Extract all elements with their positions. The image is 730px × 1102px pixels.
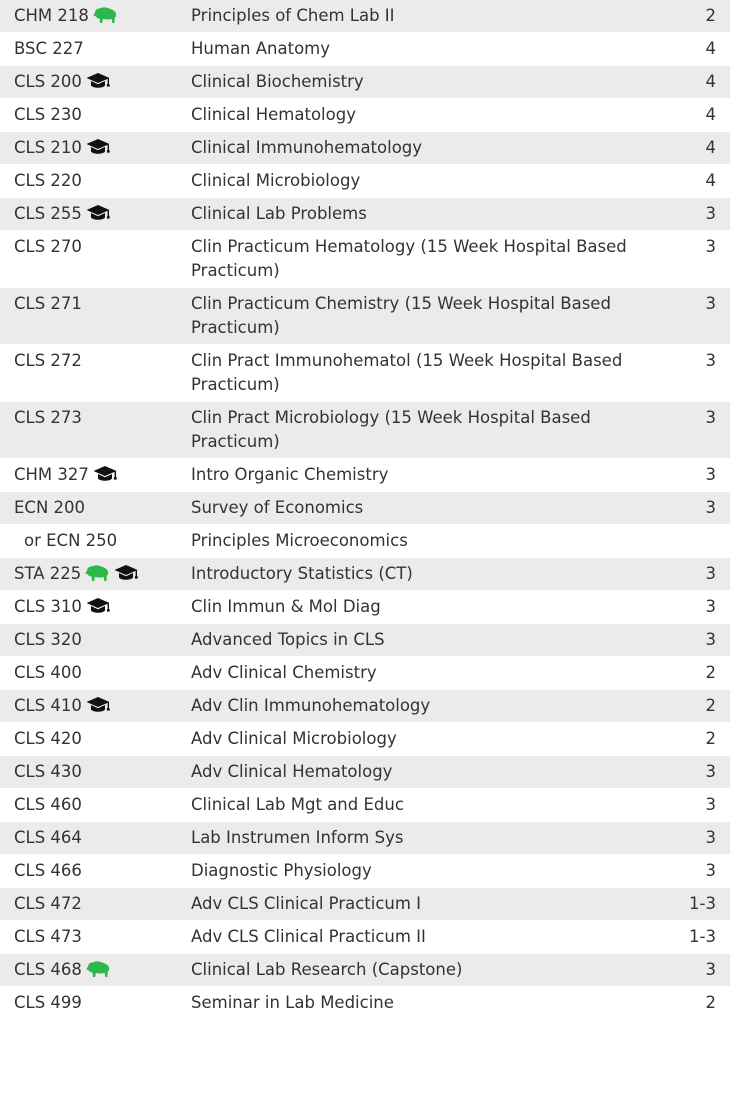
course-hours-cell [684, 132, 730, 165]
course-hours: 3 [705, 597, 716, 616]
course-code-cell [0, 624, 176, 657]
course-code-cell [0, 657, 176, 690]
course-code-cell [0, 0, 176, 33]
course-code[interactable]: CLS 472 [14, 894, 82, 913]
course-code-cell [0, 954, 176, 987]
course-code-cell [0, 345, 176, 402]
course-title: Principles Microeconomics [191, 531, 408, 550]
course-code[interactable]: CHM 327 [14, 465, 89, 484]
course-row [0, 987, 730, 1020]
course-code-cell [0, 492, 176, 525]
course-code-cell [0, 888, 176, 921]
course-hours-cell [684, 921, 730, 954]
course-code[interactable]: CLS 200 [14, 72, 82, 91]
course-code[interactable]: CLS 400 [14, 663, 82, 682]
course-code[interactable]: CLS 210 [14, 138, 82, 157]
course-title: Seminar in Lab Medicine [191, 993, 394, 1012]
graduation-cap-icon [93, 465, 117, 483]
course-title-cell [176, 690, 684, 723]
course-title: Adv CLS Clinical Practicum II [191, 927, 426, 946]
course-hours: 3 [705, 960, 716, 979]
course-row [0, 132, 730, 165]
course-title: Clin Immun & Mol Diag [191, 597, 381, 616]
course-row [0, 888, 730, 921]
course-row [0, 231, 730, 288]
course-row [0, 822, 730, 855]
course-title: Clinical Lab Research (Capstone) [191, 960, 463, 979]
course-code-cell [0, 789, 176, 822]
course-row [0, 789, 730, 822]
course-hours: 4 [705, 105, 716, 124]
course-title: Diagnostic Physiology [191, 861, 372, 880]
course-row [0, 591, 730, 624]
course-hours: 4 [705, 72, 716, 91]
course-hours-cell [684, 492, 730, 525]
course-hours: 2 [705, 663, 716, 682]
course-row [0, 954, 730, 987]
course-hours-cell [684, 198, 730, 231]
course-hours-cell [684, 33, 730, 66]
course-hours: 3 [705, 828, 716, 847]
course-code-cell [0, 690, 176, 723]
course-code[interactable]: CLS 270 [14, 237, 82, 256]
course-code[interactable]: CLS 310 [14, 597, 82, 616]
course-code[interactable]: CLS 272 [14, 351, 82, 370]
course-row [0, 624, 730, 657]
course-hours-cell [684, 525, 730, 558]
course-title: Survey of Economics [191, 498, 364, 517]
course-hours-cell [684, 0, 730, 33]
course-title-cell [176, 198, 684, 231]
course-hours: 3 [705, 498, 716, 517]
course-code[interactable]: CLS 255 [14, 204, 82, 223]
course-code[interactable]: CLS 430 [14, 762, 82, 781]
course-title-cell [176, 345, 684, 402]
course-hours-cell [684, 954, 730, 987]
course-row [0, 459, 730, 492]
course-code-cell [0, 987, 176, 1020]
course-hours: 3 [705, 630, 716, 649]
course-row [0, 525, 730, 558]
course-hours: 3 [705, 351, 716, 370]
course-title-cell [176, 855, 684, 888]
course-title-cell [176, 492, 684, 525]
course-code-cell [0, 165, 176, 198]
course-title-cell [176, 789, 684, 822]
course-row [0, 345, 730, 402]
course-title-cell [176, 231, 684, 288]
course-hours-cell [684, 345, 730, 402]
course-title-cell [176, 525, 684, 558]
course-title: Clinical Hematology [191, 105, 356, 124]
course-hours: 3 [705, 237, 716, 256]
course-hours: 4 [705, 39, 716, 58]
course-code[interactable]: or ECN 250 [24, 531, 118, 550]
course-title-cell [176, 0, 684, 33]
course-code-cell [0, 723, 176, 756]
course-hours-cell [684, 288, 730, 345]
course-title-cell [176, 756, 684, 789]
course-code[interactable]: CLS 473 [14, 927, 82, 946]
course-code-cell [0, 99, 176, 132]
course-title-cell [176, 99, 684, 132]
course-code[interactable]: ECN 200 [14, 498, 86, 517]
graduation-cap-icon [86, 204, 110, 222]
course-row [0, 99, 730, 132]
course-title: Advanced Topics in CLS [191, 630, 385, 649]
course-row [0, 558, 730, 591]
course-title: Clin Pract Microbiology (15 Week Hospital Based Practicum) [191, 408, 591, 451]
course-code[interactable]: CLS 499 [14, 993, 82, 1012]
course-title: Clin Practicum Hematology (15 Week Hospital Based Practicum) [191, 237, 627, 280]
course-row [0, 66, 730, 99]
course-row [0, 288, 730, 345]
course-hours-cell [684, 558, 730, 591]
course-hours: 3 [705, 408, 716, 427]
graduation-cap-icon [86, 696, 110, 714]
course-code-cell [0, 33, 176, 66]
course-hours: 3 [705, 795, 716, 814]
course-title: Principles of Chem Lab II [191, 6, 395, 25]
course-title-cell [176, 165, 684, 198]
course-hours-cell [684, 99, 730, 132]
course-title: Adv Clinical Chemistry [191, 663, 377, 682]
course-code[interactable]: CLS 230 [14, 105, 82, 124]
graduation-cap-icon [86, 597, 110, 615]
course-title-cell [176, 723, 684, 756]
course-code-cell [0, 591, 176, 624]
course-hours-cell [684, 657, 730, 690]
course-title-cell [176, 591, 684, 624]
course-code[interactable]: CLS 420 [14, 729, 82, 748]
course-code[interactable]: CLS 464 [14, 828, 82, 847]
course-title: Human Anatomy [191, 39, 331, 58]
course-hours-cell [684, 756, 730, 789]
course-title-cell [176, 288, 684, 345]
course-hours-cell [684, 690, 730, 723]
course-hours: 3 [705, 564, 716, 583]
course-row [0, 198, 730, 231]
course-title-cell [176, 558, 684, 591]
course-title: Adv Clin Immunohematology [191, 696, 431, 715]
course-title: Clinical Biochemistry [191, 72, 364, 91]
graduation-cap-icon [114, 564, 138, 582]
course-code-cell [0, 459, 176, 492]
course-title-cell [176, 132, 684, 165]
course-row [0, 402, 730, 459]
bison-icon [86, 961, 111, 978]
course-hours-cell [684, 624, 730, 657]
course-row [0, 756, 730, 789]
course-hours: 3 [705, 762, 716, 781]
course-code[interactable]: STA 225 [14, 564, 82, 583]
course-row [0, 855, 730, 888]
course-title-cell [176, 888, 684, 921]
course-hours-cell [684, 855, 730, 888]
course-title: Clinical Immunohematology [191, 138, 423, 157]
course-code[interactable]: CLS 460 [14, 795, 82, 814]
course-title: Adv Clinical Microbiology [191, 729, 397, 748]
course-title: Clin Pract Immunohematol (15 Week Hospital Based Practicum) [191, 351, 623, 394]
course-row [0, 657, 730, 690]
course-hours: 2 [705, 6, 716, 25]
course-code[interactable]: CLS 220 [14, 171, 82, 190]
course-hours-cell [684, 66, 730, 99]
course-hours-cell [684, 402, 730, 459]
course-title-cell [176, 822, 684, 855]
course-row [0, 33, 730, 66]
course-hours-cell [684, 822, 730, 855]
course-row [0, 690, 730, 723]
course-hours-cell [684, 789, 730, 822]
course-title-cell [176, 33, 684, 66]
course-hours-cell [684, 888, 730, 921]
course-title: Clin Practicum Chemistry (15 Week Hospital Based Practicum) [191, 294, 611, 337]
course-title: Clinical Microbiology [191, 171, 361, 190]
course-hours-cell [684, 723, 730, 756]
course-hours: 2 [705, 729, 716, 748]
course-code[interactable]: CLS 273 [14, 408, 82, 427]
course-code-cell [0, 402, 176, 459]
course-hours-cell [684, 165, 730, 198]
course-row [0, 165, 730, 198]
course-code-cell [0, 756, 176, 789]
course-code-cell [0, 66, 176, 99]
course-title-cell [176, 459, 684, 492]
course-title: Adv Clinical Hematology [191, 762, 393, 781]
course-hours: 1-3 [689, 927, 716, 946]
course-title-cell [176, 66, 684, 99]
course-row [0, 492, 730, 525]
graduation-cap-icon [86, 72, 110, 90]
course-title-cell [176, 987, 684, 1020]
course-row [0, 723, 730, 756]
course-code-cell [0, 822, 176, 855]
graduation-cap-icon [86, 138, 110, 156]
course-code[interactable]: CHM 218 [14, 6, 89, 25]
course-code[interactable]: CLS 468 [14, 960, 82, 979]
course-title: Intro Organic Chemistry [191, 465, 389, 484]
course-hours: 4 [705, 138, 716, 157]
course-code-cell [0, 558, 176, 591]
bison-icon [93, 7, 118, 24]
course-hours-cell [684, 591, 730, 624]
course-title: Adv CLS Clinical Practicum I [191, 894, 422, 913]
course-title-cell [176, 954, 684, 987]
course-hours: 3 [705, 204, 716, 223]
course-title-cell [176, 402, 684, 459]
course-code-cell [0, 921, 176, 954]
course-code[interactable]: CLS 271 [14, 294, 82, 313]
course-code[interactable]: CLS 466 [14, 861, 82, 880]
course-code[interactable]: CLS 410 [14, 696, 82, 715]
course-code-cell [0, 855, 176, 888]
course-hours: 3 [705, 465, 716, 484]
course-title-cell [176, 921, 684, 954]
course-code-cell [0, 525, 176, 558]
course-title: Lab Instrumen Inform Sys [191, 828, 404, 847]
course-code[interactable]: BSC 227 [14, 39, 84, 58]
course-hours: 2 [705, 696, 716, 715]
course-hours: 3 [705, 861, 716, 880]
course-title: Clinical Lab Problems [191, 204, 367, 223]
course-code-cell [0, 231, 176, 288]
course-hours: 4 [705, 171, 716, 190]
course-code-cell [0, 288, 176, 345]
course-hours-cell [684, 459, 730, 492]
course-title-cell [176, 657, 684, 690]
course-hours-cell [684, 231, 730, 288]
course-code-cell [0, 198, 176, 231]
course-row [0, 921, 730, 954]
course-title: Introductory Statistics (CT) [191, 564, 413, 583]
course-code[interactable]: CLS 320 [14, 630, 82, 649]
bison-icon [85, 565, 110, 582]
course-title-cell [176, 624, 684, 657]
course-hours-cell [684, 987, 730, 1020]
course-code-cell [0, 132, 176, 165]
course-title: Clinical Lab Mgt and Educ [191, 795, 404, 814]
course-hours: 3 [705, 294, 716, 313]
course-row [0, 0, 730, 33]
course-hours: 2 [705, 993, 716, 1012]
course-hours: 1-3 [689, 894, 716, 913]
